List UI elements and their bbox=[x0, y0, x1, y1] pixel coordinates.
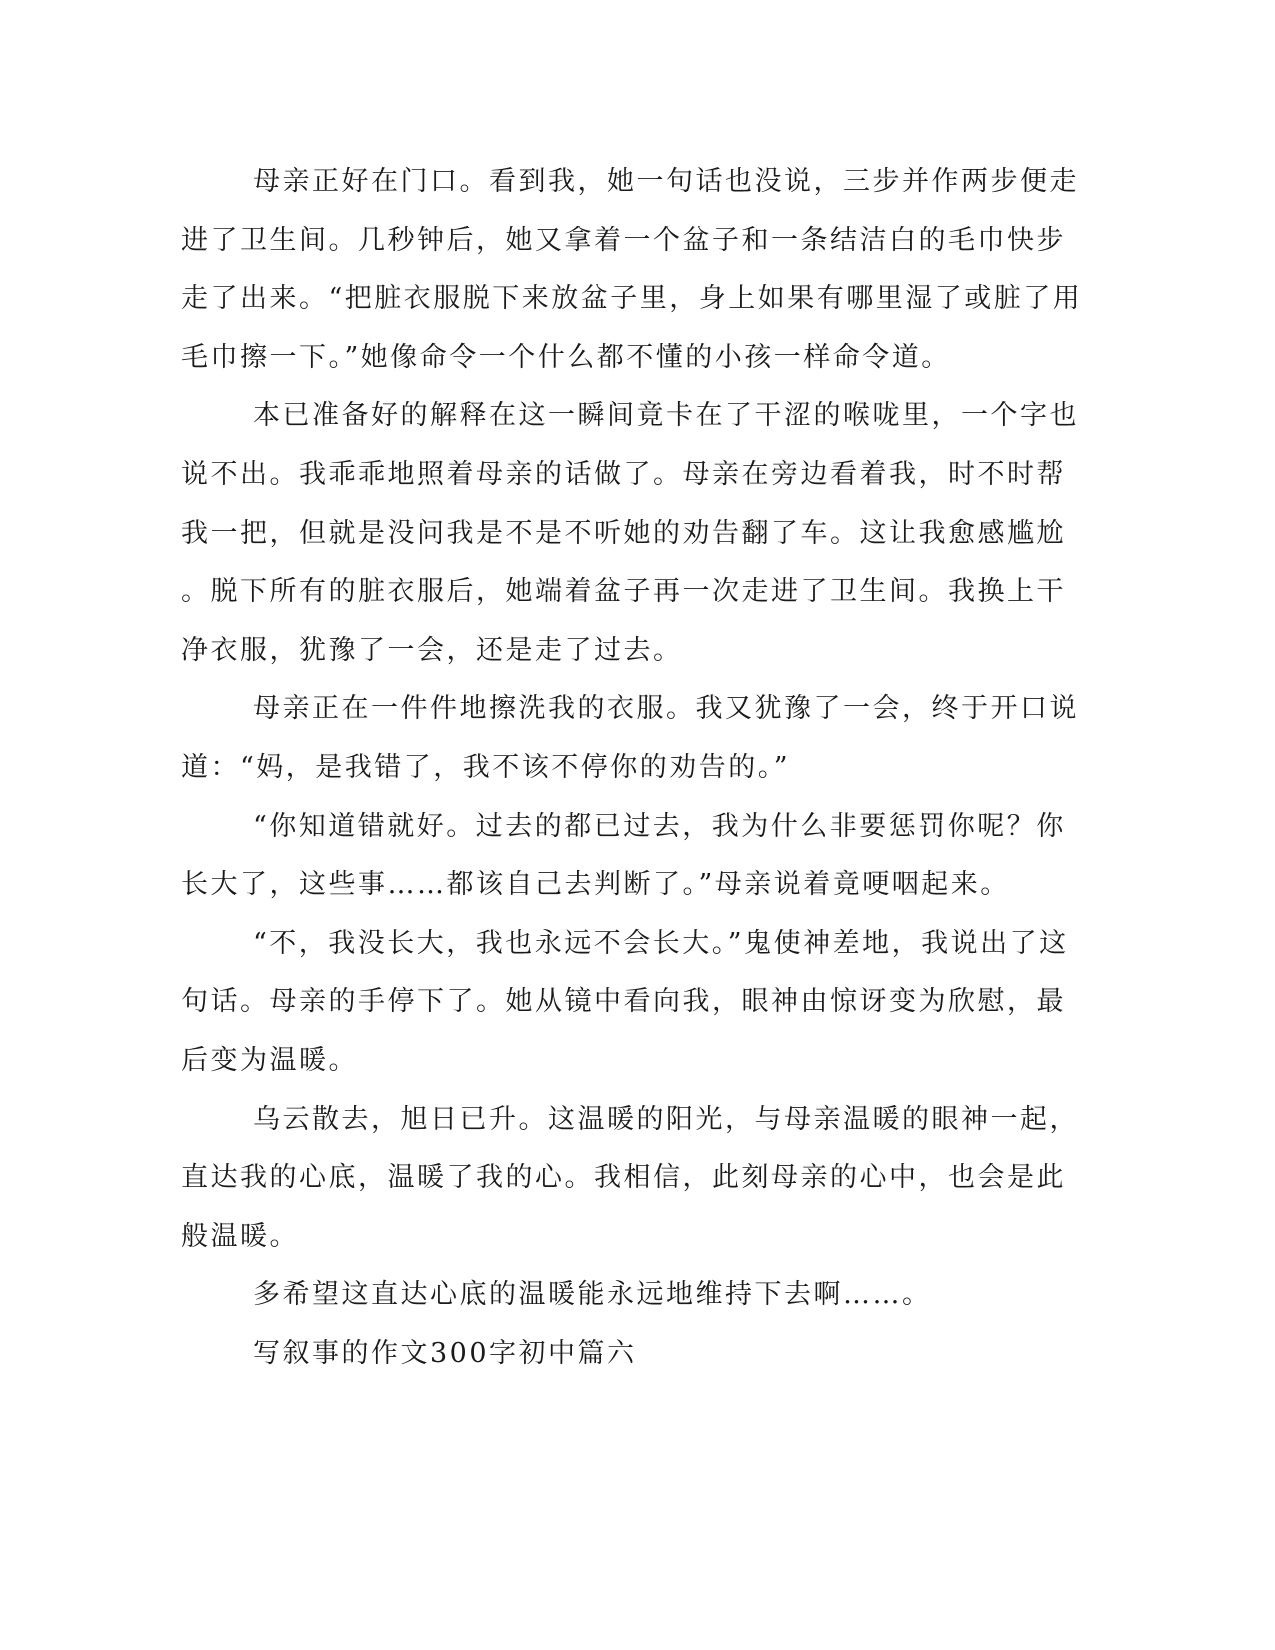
text-line: “你知道错就好。过去的都已过去，我为什么非要惩罚你呢？你 bbox=[253, 810, 1066, 842]
text-line: 毛巾擦一下。”她像命令一个什么都不懂的小孩一样命令道。 bbox=[181, 341, 951, 373]
text-line: 句话。母亲的手停下了。她从镜中看向我，眼神由惊讶变为欣慰，最 bbox=[181, 986, 1066, 1018]
text-line: 般温暖。 bbox=[181, 1220, 299, 1252]
text-line: 本已准备好的解释在这一瞬间竟卡在了干涩的喉咙里，一个字也 bbox=[253, 400, 1079, 432]
text-line: 母亲正好在门口。看到我，她一句话也没说，三步并作两步便走 bbox=[253, 166, 1079, 197]
essay-body bbox=[181, 153, 1083, 1383]
text-line: 走了出来。“把脏衣服脱下来放盆子里，身上如果有哪里湿了或脏了用 bbox=[181, 283, 1083, 315]
text-line: 母亲正在一件件地擦洗我的衣服。我又犹豫了一会，终于开口说 bbox=[253, 693, 1079, 725]
text-line: 直达我的心底，温暖了我的心。我相信，此刻母亲的心中，也会是此 bbox=[181, 1162, 1066, 1194]
text-line: 道：“妈，是我错了，我不该不停你的劝告的。” bbox=[181, 751, 791, 783]
text-line: 乌云散去，旭日已升。这温暖的阳光，与母亲温暖的眼神一起， bbox=[253, 1103, 1079, 1135]
text-line: 。脱下所有的脏衣服后，她端着盆子再一次走进了卫生间。我换上干 bbox=[181, 576, 1066, 608]
section-heading: 写叙事的作文300字初中篇六 bbox=[253, 1337, 637, 1369]
text-line: “不，我没长大，我也永远不会长大。”鬼使神差地，我说出了这 bbox=[253, 927, 1069, 959]
text-line: 后变为温暖。 bbox=[181, 1044, 358, 1076]
text-line: 说不出。我乖乖地照着母亲的话做了。母亲在旁边看着我，时不时帮 bbox=[181, 458, 1066, 490]
text-line: 我一把，但就是没问我是不是不听她的劝告翻了车。这让我愈感尴尬 bbox=[181, 517, 1066, 549]
text-line: 多希望这直达心底的温暖能永远地维持下去啊……。 bbox=[253, 1279, 932, 1311]
text-line: 净衣服，犹豫了一会，还是走了过去。 bbox=[181, 634, 683, 666]
text-line: 进了卫生间。几秒钟后，她又拿着一个盆子和一条结洁白的毛巾快步 bbox=[181, 224, 1066, 256]
text-line: 长大了，这些事……都该自己去判断了。”母亲说着竟哽咽起来。 bbox=[181, 869, 1010, 901]
